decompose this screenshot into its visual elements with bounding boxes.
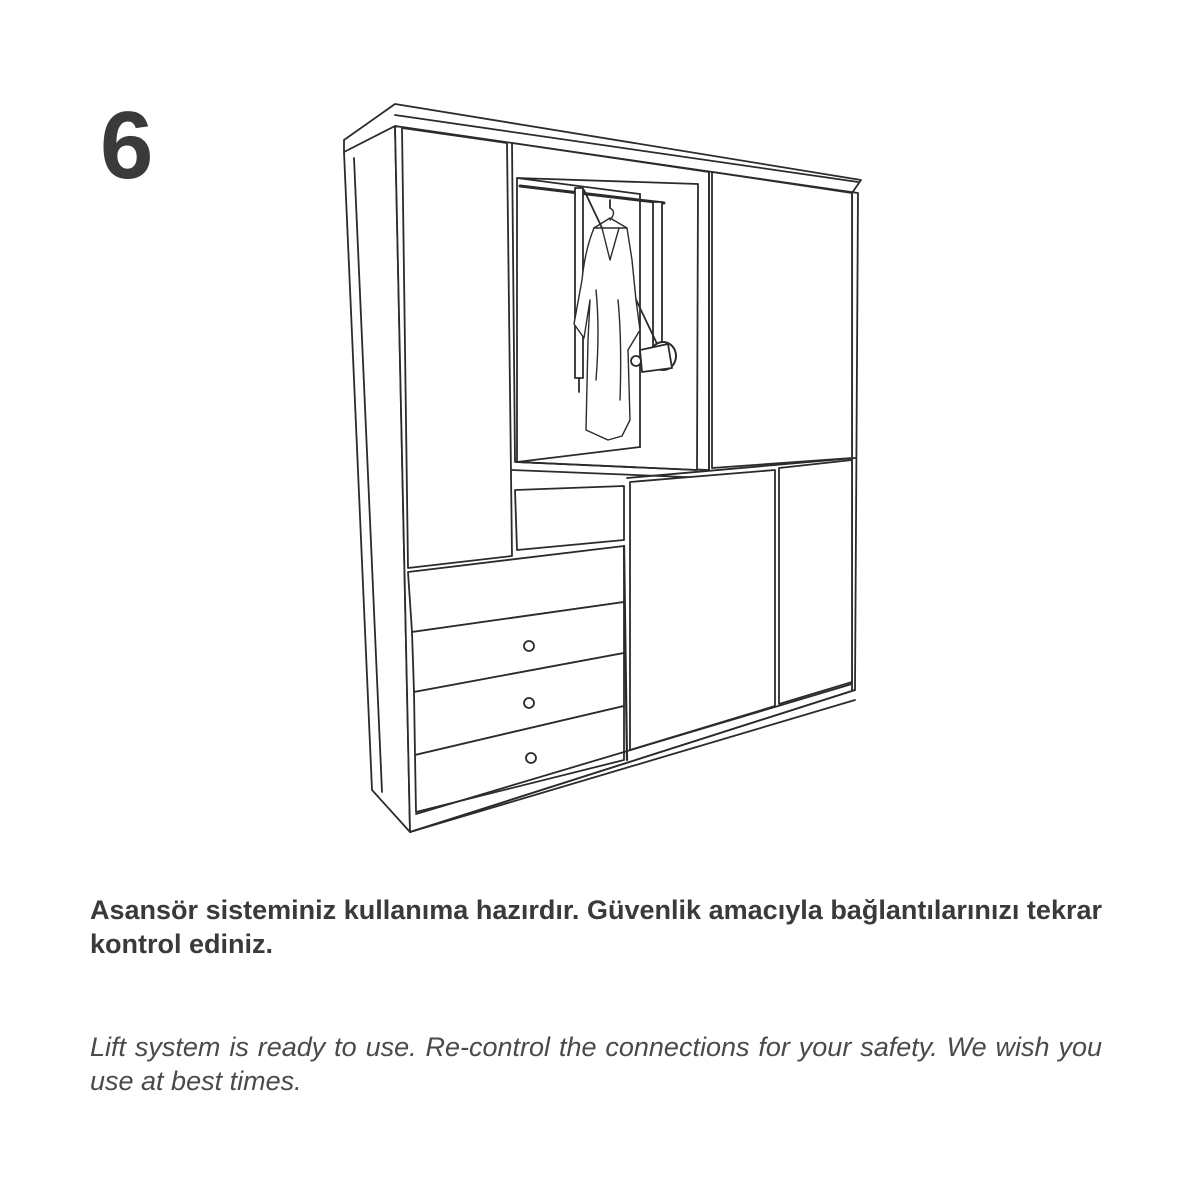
upper-left-door — [402, 128, 512, 568]
small-shelf-door — [515, 486, 624, 550]
lower-doors — [627, 458, 855, 750]
upper-right-door — [709, 172, 852, 470]
wardrobe-illustration — [330, 95, 870, 840]
instruction-text-turkish: Asansör sisteminiz kullanıma hazırdır. Güvenlik amacıyla bağlantılarınızı tekrar kontrol ediniz. — [90, 895, 1102, 959]
step-number: 6 — [100, 92, 154, 199]
instruction-text-english: Lift system is ready to use. Re-control the connections for your safety. We wish you use at best times. — [90, 1032, 1102, 1096]
